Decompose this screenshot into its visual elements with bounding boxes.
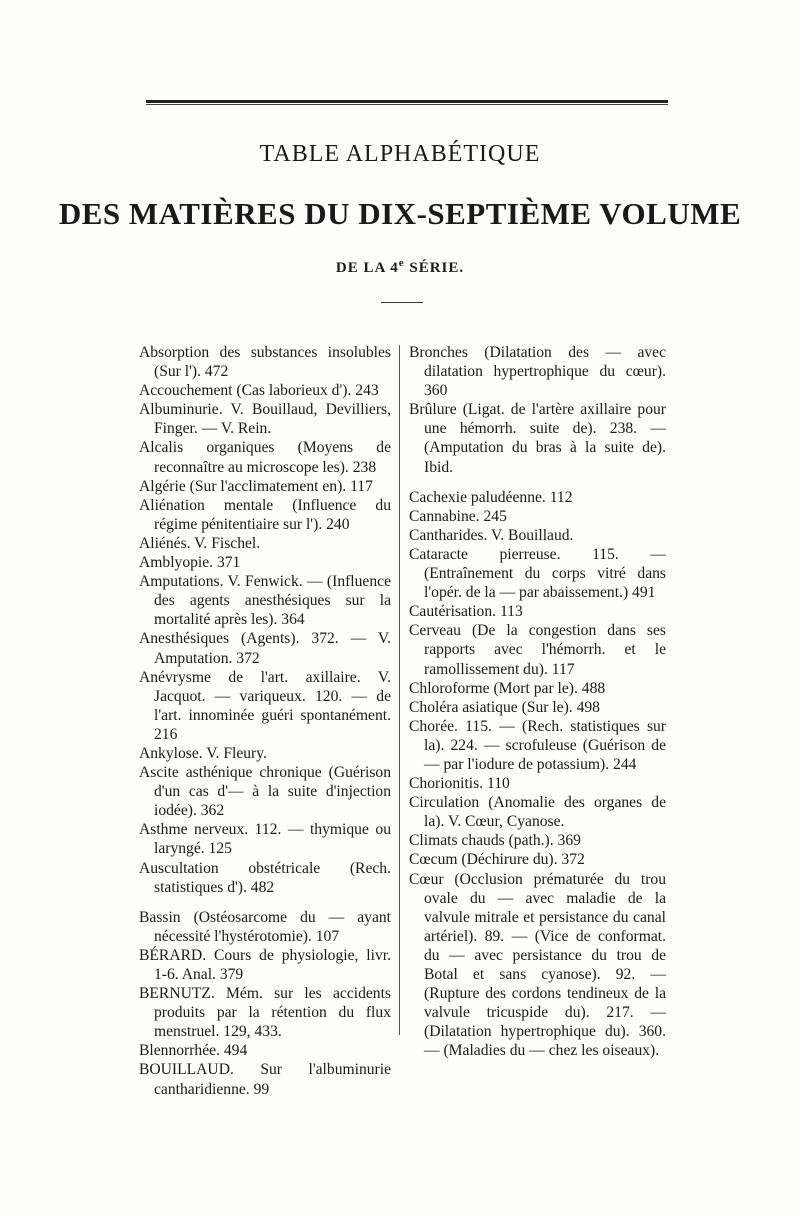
top-rule bbox=[146, 100, 668, 105]
index-entry: Climats chauds (path.). 369 bbox=[409, 832, 581, 850]
index-entry: Auscultation obstétricale (Rech. statistiques d'). 482 bbox=[139, 859, 391, 896]
index-entry: Anesthésiques (Agents). 372. — V. Amputation. 372 bbox=[139, 630, 391, 667]
index-entry: Cautérisation. 113 bbox=[409, 603, 523, 621]
section-gap bbox=[139, 897, 391, 908]
index-entry: Cannabine. 245 bbox=[409, 507, 507, 525]
index-entry: Amputations. V. Fenwick. — (Influence des agents anesthésiques sur la mortalité après les). 364 bbox=[139, 573, 391, 629]
index-entry: Cachexie paludéenne. 112 bbox=[409, 488, 573, 506]
volume-title: DES MATIÈRES DU DIX-SEPTIÈME VOLUME bbox=[58, 196, 742, 231]
index-entry: Brûlure (Ligat. de l'artère axillaire pour une hémorrh. suite de). 238. — (Amputation du bras à la suite de). Ibid. bbox=[409, 401, 666, 476]
index-entry: BÉRARD. Cours de physiologie, livr. 1-6. Anal. 379 bbox=[139, 946, 391, 983]
index-entry: Alcalis organiques (Moyens de reconnaître au microscope les). 238 bbox=[139, 439, 391, 476]
index-column-left bbox=[139, 343, 391, 1099]
index-entry: Circulation (Anomalie des organes de la). V. Cœur, Cyanose. bbox=[409, 794, 666, 831]
index-entry: Cœcum (Déchirure du). 372 bbox=[409, 851, 585, 869]
series-ordinal-suffix: e bbox=[398, 257, 405, 269]
column-divider bbox=[399, 345, 400, 1035]
index-entry: Chorionitis. 110 bbox=[409, 775, 510, 793]
index-entry: Absorption des substances insolubles (Sur l'). 472 bbox=[139, 344, 391, 381]
index-entry: Chorée. 115. — (Rech. statistiques sur la). 224. — scrofuleuse (Guérison de — par l'iodure de potassium). 244 bbox=[409, 717, 666, 773]
index-entry: Asthme nerveux. 112. — thymique ou laryngé. 125 bbox=[139, 821, 391, 858]
index-entry: BOUILLAUD. Sur l'albuminurie cantharidienne. 99 bbox=[139, 1061, 391, 1098]
index-column-right bbox=[409, 343, 666, 1060]
index-entry: Bassin (Ostéosarcome du — ayant nécessité l'hystérotomie). 107 bbox=[139, 908, 391, 945]
index-entry: Algérie (Sur l'acclimatement en). 117 bbox=[139, 477, 373, 495]
series-label: SÉRIE. bbox=[409, 260, 465, 276]
index-entry: Amblyopie. 371 bbox=[139, 554, 241, 572]
index-entry: Bronches (Dilatation des — avec dilatation hypertrophique du cœur). 360 bbox=[409, 344, 666, 400]
index-entry: Cantharides. V. Bouillaud. bbox=[409, 526, 574, 544]
index-entry: Choléra asiatique (Sur le). 498 bbox=[409, 698, 600, 716]
index-entry: Accouchement (Cas laborieux d'). 243 bbox=[139, 382, 379, 400]
series-subtitle bbox=[0, 257, 800, 277]
index-entry: Aliénation mentale (Influence du régime pénitentiaire sur l'). 240 bbox=[139, 496, 391, 533]
section-gap bbox=[409, 477, 666, 488]
index-entry: Anévrysme de l'art. axillaire. V. Jacquot. — variqueux. 120. — de l'art. innominée guéri spontanément. 216 bbox=[139, 668, 391, 743]
index-entry: Aliénés. V. Fischel. bbox=[139, 534, 261, 552]
index-entry: Ascite asthénique chronique (Guérison d'un cas d'— à la suite d'injection iodée). 362 bbox=[139, 764, 391, 820]
index-entry: Albuminurie. V. Bouillaud, Devilliers, Finger. — V. Rein. bbox=[139, 401, 391, 438]
series-prefix: DE LA 4 bbox=[335, 260, 399, 276]
index-entry: Ankylose. V. Fleury. bbox=[139, 744, 267, 762]
index-entry: Cerveau (De la congestion dans ses rapports avec l'hémorrh. et le ramollissement du). 117 bbox=[409, 622, 666, 678]
index-entry: Chloroforme (Mort par le). 488 bbox=[409, 679, 606, 697]
index-entry: Cœur (Occlusion prématurée du trou ovale du — avec maladie de la valvule mitrale et persistance du canal artériel). 89. — (Vice de conformat. du — avec persistance du trou de Botal et sans cyanose). 92. — (Rupture des cordons tendineux de la valvule tricuspide du). 217. — (Dilatation hypertrophique du). 360. — (Maladies du — chez les oiseaux). bbox=[409, 870, 666, 1060]
title-divider bbox=[381, 302, 423, 303]
index-entry: Blennorrhée. 494 bbox=[139, 1042, 248, 1060]
index-entry: Cataracte pierreuse. 115. — (Entraînement du corps vitré dans l'opér. de la — par abaissement.) 491 bbox=[409, 545, 666, 602]
index-entry: BERNUTZ. Mém. sur les accidents produits par la rétention du flux menstruel. 129, 433. bbox=[139, 985, 391, 1041]
page-title: TABLE ALPHABÉTIQUE bbox=[259, 141, 541, 167]
